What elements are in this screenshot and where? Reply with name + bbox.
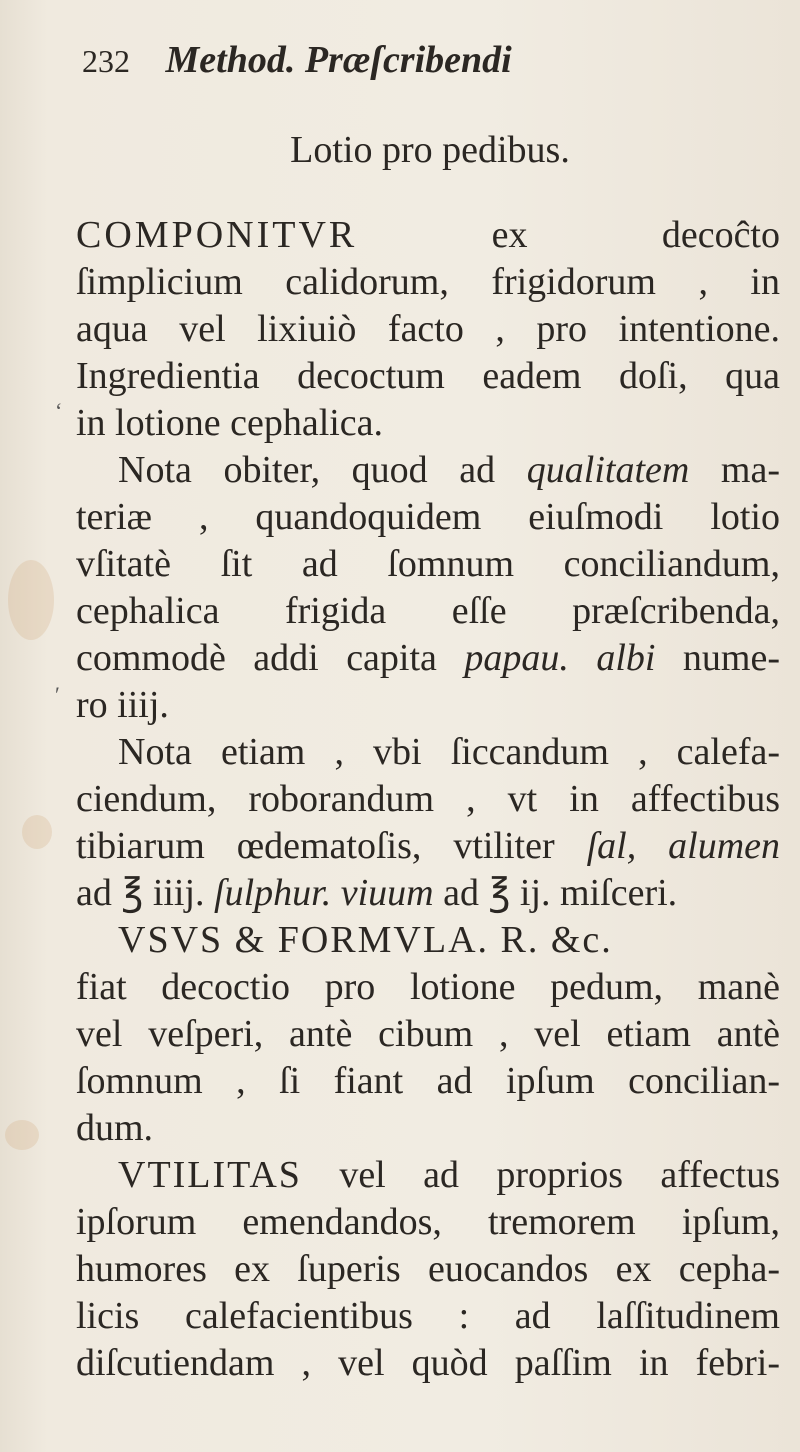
text-line: COMPONITVR ex decoĉto — [76, 214, 780, 256]
text-line: aqua vel lixiuiò facto , pro intentione. — [76, 308, 780, 350]
text-line: diſcutiendam , vel quòd paſſim in febri- — [76, 1342, 780, 1384]
text-line: cephalica frigida eſſe præſcribenda, — [76, 590, 780, 632]
text-line: ad ℥ iiij. ſulphur. viuum ad ℥ ij. miſceri. — [76, 872, 678, 914]
margin-tick: ‘ — [55, 398, 63, 423]
text-line: Nota obiter, quod ad qualitatem ma- — [118, 449, 780, 491]
text-line: tibiarum œdematoſis, vtiliter ſal, alumen — [76, 825, 780, 867]
text-line: vſitatè ſit ad ſomnum conciliandum, — [76, 543, 780, 585]
text-line: ciendum, roborandum , vt in affectibus — [76, 778, 780, 820]
text-line: Nota etiam , vbi ſiccandum , calefa- — [118, 731, 780, 773]
body-text — [76, 212, 780, 1387]
margin-tick: ′ — [55, 682, 60, 707]
text-line: fiat decoctio pro lotione pedum, manè — [76, 966, 780, 1008]
running-head — [82, 38, 512, 82]
foxing-stain — [8, 560, 54, 640]
foxing-stain — [22, 815, 52, 849]
text-line: Ingredientia decoctum eadem doſi, qua — [76, 355, 780, 397]
text-line: ſomnum , ſi fiant ad ipſum concilian- — [76, 1060, 780, 1102]
text-line: vel veſperi, antè cibum , vel etiam antè — [76, 1013, 780, 1055]
text-line: teriæ , quandoquidem eiuſmodi lotio — [76, 496, 780, 538]
text-line: dum. — [76, 1107, 154, 1149]
text-line: in lotione cephalica. — [76, 402, 384, 444]
text-line: ipſorum emendandos, tremorem ipſum, — [76, 1201, 780, 1243]
text-line: licis calefacientibus : ad laſſitudinem — [76, 1295, 780, 1337]
text-line: commodè addi capita papau. albi nume- — [76, 637, 780, 679]
text-line: ſimplicium calidorum, frigidorum , in — [76, 261, 780, 303]
text-line: VSVS & FORMVLA. R. &c. — [118, 919, 613, 961]
running-title: Method. Præſcribendi — [165, 39, 512, 81]
text-line: humores ex ſuperis euocandos ex cepha- — [76, 1248, 780, 1290]
text-line: ro iiij. — [76, 684, 169, 726]
section-title: Lotio pro pedibus. — [290, 129, 570, 171]
text-line: VTILITAS vel ad proprios affectus — [118, 1154, 780, 1196]
foxing-stain — [5, 1120, 39, 1150]
page-number: 232 — [82, 43, 130, 79]
